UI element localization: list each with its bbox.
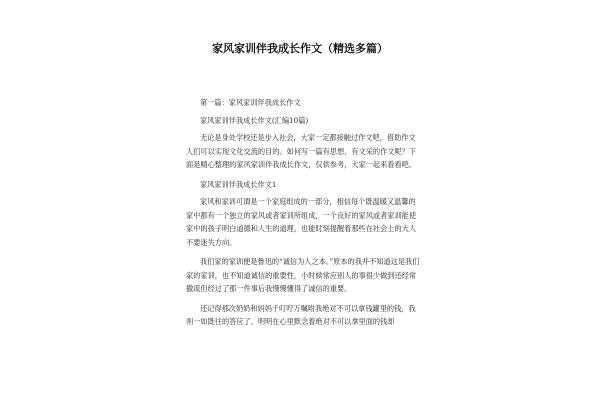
body-paragraph: 我们家的家训便是鲁迅的“诚信为人之本。”原本的我并不知道这是我们家的家训，也不知道诚信的重要性，小时候常应别人的事很少做到还经常撒谎但经过了那一件事后我慢慢懂得了诚信的重要。 <box>186 257 420 293</box>
section-heading: 第一篇：家风家训伴我成长作文 <box>200 98 301 107</box>
essay-heading: 家风家训伴我成长作文1 <box>200 179 277 189</box>
section-subheading: 家风家训伴我成长作文(汇编10篇) <box>200 115 309 125</box>
document-title: 家风家训伴我成长作文（精选多篇） <box>212 42 388 55</box>
body-paragraph: 家风和家训可谓是一个家庭组成的一部分，相信每个既温暖又温馨的家中都有一个独立的家风或者家训所组成，一个良好的家风或者家训能使家中的孩子明白道德和人生的道理，也能时刻提醒着那些在社会上的大人不要迷失方向。 <box>186 197 417 247</box>
body-paragraph: 还记得那次奶奶和妈妈千叮咛万嘱咐我绝对不可以拿钱罐里的钱，我则一如既往的答应了，明明在心里默念着绝对不可以拿里面的钱却 <box>186 303 416 326</box>
intro-paragraph: 无论是身处学校还是步入社会，大家一定都接触过作文吧，借助作文人们可以实现文化交流的目的。如何写一篇有思想、有文采的作文呢？下面是精心整理的家风家训伴我成长作文，仅供参考，大家一起来看看吧。 <box>186 133 417 169</box>
document-body <box>186 96 422 335</box>
